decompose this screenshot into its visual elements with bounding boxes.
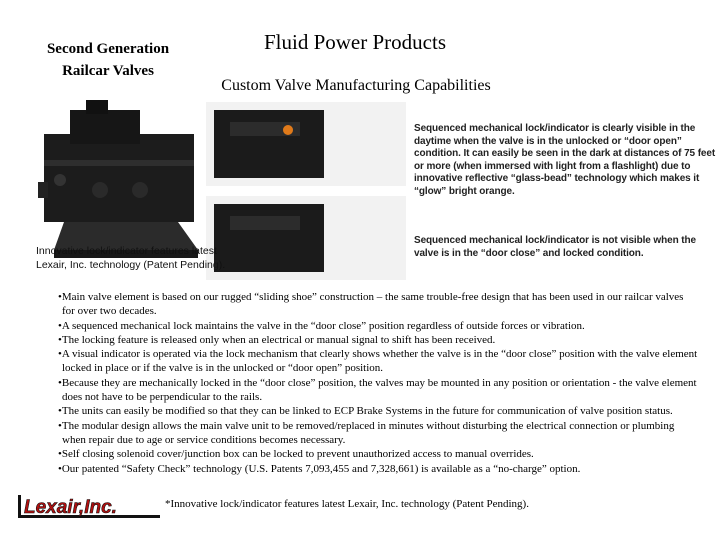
- left-title-line1: Second Generation: [46, 41, 170, 57]
- list-item: •A sequenced mechanical lock maintains the valve in the “door close” position regardless of outside forces or vibration.: [58, 319, 585, 332]
- photo-caption-line2: Lexair, Inc. technology (Patent Pending).: [36, 259, 226, 271]
- valve-unit-left: [38, 100, 198, 258]
- feature-list: [58, 290, 698, 476]
- valve-inset-open: [206, 102, 406, 186]
- callout-closed-state: Sequenced mechanical lock/indicator is not visible when the valve is in the “door close” and locked condition.: [414, 235, 696, 259]
- list-item: •The modular design allows the main valve unit to be removed/replaced in minutes without disturbing the electrical connection or plumbing when repair due to age or service conditions becomes necessary.: [58, 419, 675, 446]
- callout-open-state: Sequenced mechanical lock/indicator is clearly visible in the daytime when the valve is in the unlocked or “door open” condition. It can easily be seen in the dark at distances of 75 feet or more (when immersed with light from a flashlight) due to innovative reflective “glass-bead” technology which makes it “glow” bright orange.: [414, 123, 716, 197]
- list-item: •Our patented “Safety Check” technology (U.S. Patents 7,093,455 and 7,328,661) is available as a “no-charge” option.: [58, 462, 581, 475]
- list-item: •The units can easily be modified so that they can be linked to ECP Brake Systems in the future for communication of valve position status.: [58, 405, 673, 418]
- valve-inset-closed: [206, 196, 406, 280]
- page-title: Fluid Power Products: [263, 30, 446, 54]
- left-title: [22, 38, 194, 82]
- list-item: •A visual indicator is operated via the lock mechanism that clearly shows whether the valve is in the “door close” position with the valve element locked in place or if the valve is in the unlocked or “door open” position.: [58, 348, 698, 375]
- list-item: •Main valve element is based on our rugged “sliding shoe” construction – the same trouble-free design that has been used in our railcar valves for over two decades.: [58, 291, 684, 318]
- footnote: *Innovative lock/indicator features latest Lexair, Inc. technology (Patent Pending).: [165, 498, 529, 510]
- list-item: •The locking feature is released only when an electrical or manual signal to shift has been received.: [58, 333, 496, 346]
- page-subtitle: Custom Valve Manufacturing Capabilities: [221, 77, 491, 94]
- logo-text: Lexair,Inc.: [24, 497, 117, 518]
- list-item: •Self closing solenoid cover/junction box can be locked to prevent unauthorized access to manual overrides.: [58, 448, 534, 461]
- photo-caption: [36, 244, 236, 272]
- list-item: •Because they are mechanically locked in the “door close” position, the valves may be mounted in any position or orientation - the valve element does not have to be perpendicular to the rails.: [58, 376, 697, 404]
- photo-caption-line1: Innovative lock/indicator features latest: [36, 245, 217, 257]
- orange-indicator: [283, 125, 293, 135]
- left-title-line2: Railcar Valves: [62, 63, 154, 79]
- lexair-logo: [18, 495, 160, 519]
